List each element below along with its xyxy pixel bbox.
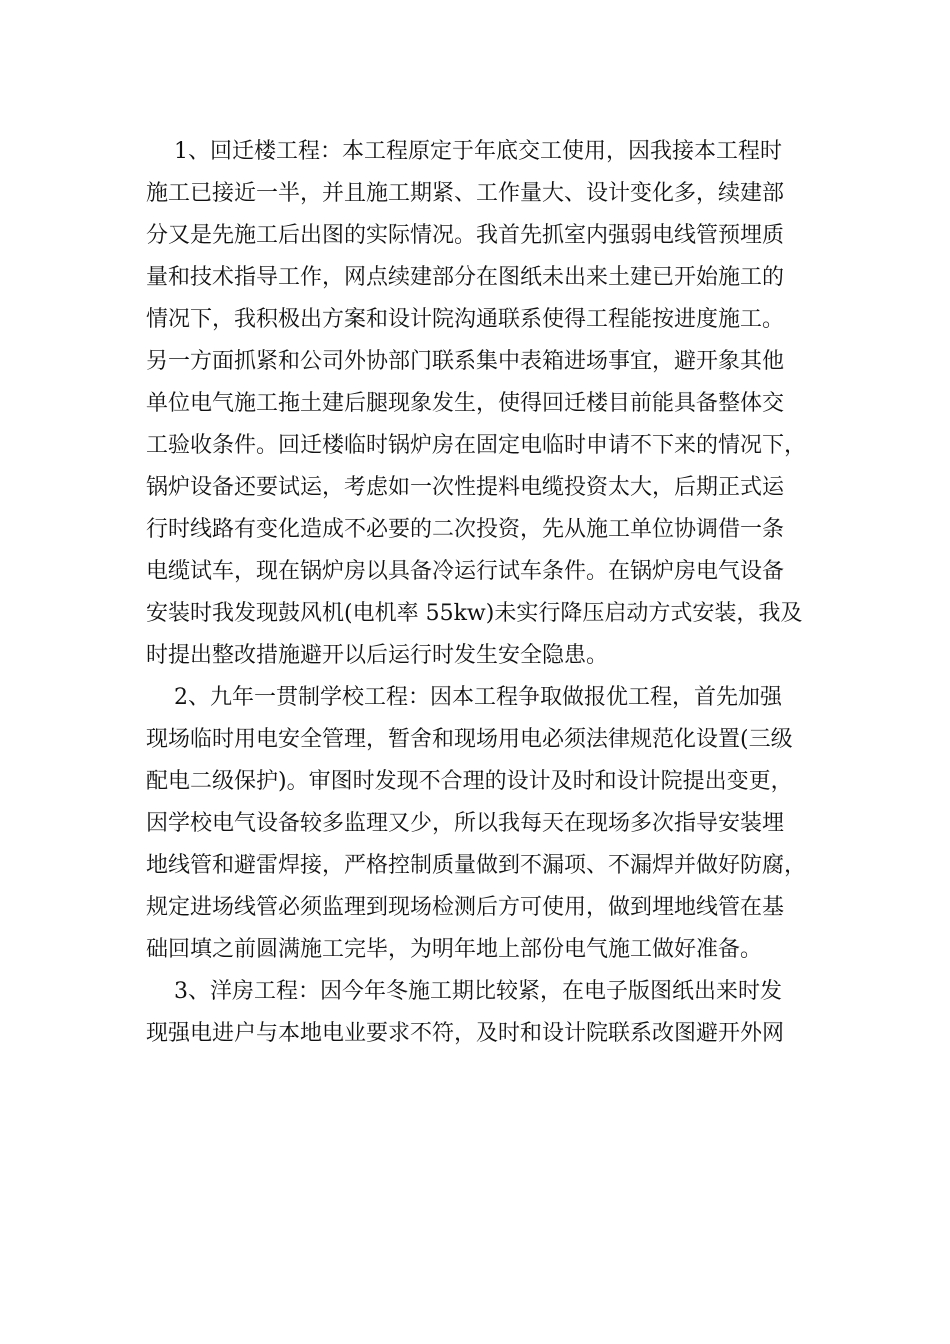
paragraph-2 — [146, 677, 818, 971]
text-line: 情况下，我积极出方案和设计院沟通联系使得工程能按进度施工。 — [146, 307, 785, 332]
text-line: 现场临时用电安全管理，暂舍和现场用电必须法律规范化设置(三级 — [146, 727, 793, 752]
paragraph-1 — [146, 131, 818, 677]
text-line: 量和技术指导工作，网点续建部分在图纸未出来土建已开始施工的 — [146, 265, 785, 290]
text-line: 1、回迁楼工程：本工程原定于年底交工使用，因我接本工程时 — [146, 139, 782, 164]
text-line: 单位电气施工拖土建后腿现象发生，使得回迁楼目前能具备整体交 — [146, 391, 785, 416]
text-line: 电缆试车，现在锅炉房以具备冷运行试车条件。在锅炉房电气设备 — [146, 559, 785, 584]
text-line: 工验收条件。回迁楼临时锅炉房在固定电临时申请不下来的情况下， — [146, 433, 807, 458]
text-line: 3、洋房工程：因今年冬施工期比较紧，在电子版图纸出来时发 — [146, 979, 782, 1004]
text-line: 锅炉设备还要试运，考虑如一次性提料电缆投资太大，后期正式运 — [146, 475, 785, 500]
text-line: 2、九年一贯制学校工程：因本工程争取做报优工程，首先加强 — [146, 685, 782, 710]
paragraph-3 — [146, 971, 818, 1055]
text-line: 施工已接近一半，并且施工期紧、工作量大、设计变化多，续建部 — [146, 181, 785, 206]
text-line: 现强电进户与本地电业要求不符，及时和设计院联系改图避开外网 — [146, 1021, 785, 1046]
text-line: 规定进场线管必须监理到现场检测后方可使用，做到埋地线管在基 — [146, 895, 785, 920]
text-line: 时提出整改措施避开以后运行时发生安全隐患。 — [146, 643, 609, 668]
text-line: 分又是先施工后出图的实际情况。我首先抓室内强弱电线管预埋质 — [146, 223, 785, 248]
document-body — [146, 131, 818, 1055]
text-line: 因学校电气设备较多监理又少，所以我每天在现场多次指导安装埋 — [146, 811, 785, 836]
text-line: 安装时我发现鼓风机(电机率 55kw)未实行降压启动方式安装，我及 — [146, 601, 803, 626]
text-line: 地线管和避雷焊接，严格控制质量做到不漏项、不漏焊并做好防腐， — [146, 853, 807, 878]
text-line: 行时线路有变化造成不必要的二次投资，先从施工单位协调借一条 — [146, 517, 785, 542]
text-line: 配电二级保护)。审图时发现不合理的设计及时和设计院提出变更， — [146, 769, 793, 794]
text-line: 础回填之前圆满施工完毕，为明年地上部份电气施工做好准备。 — [146, 937, 763, 962]
text-line: 另一方面抓紧和公司外协部门联系集中表箱进场事宜，避开象其他 — [146, 349, 785, 374]
